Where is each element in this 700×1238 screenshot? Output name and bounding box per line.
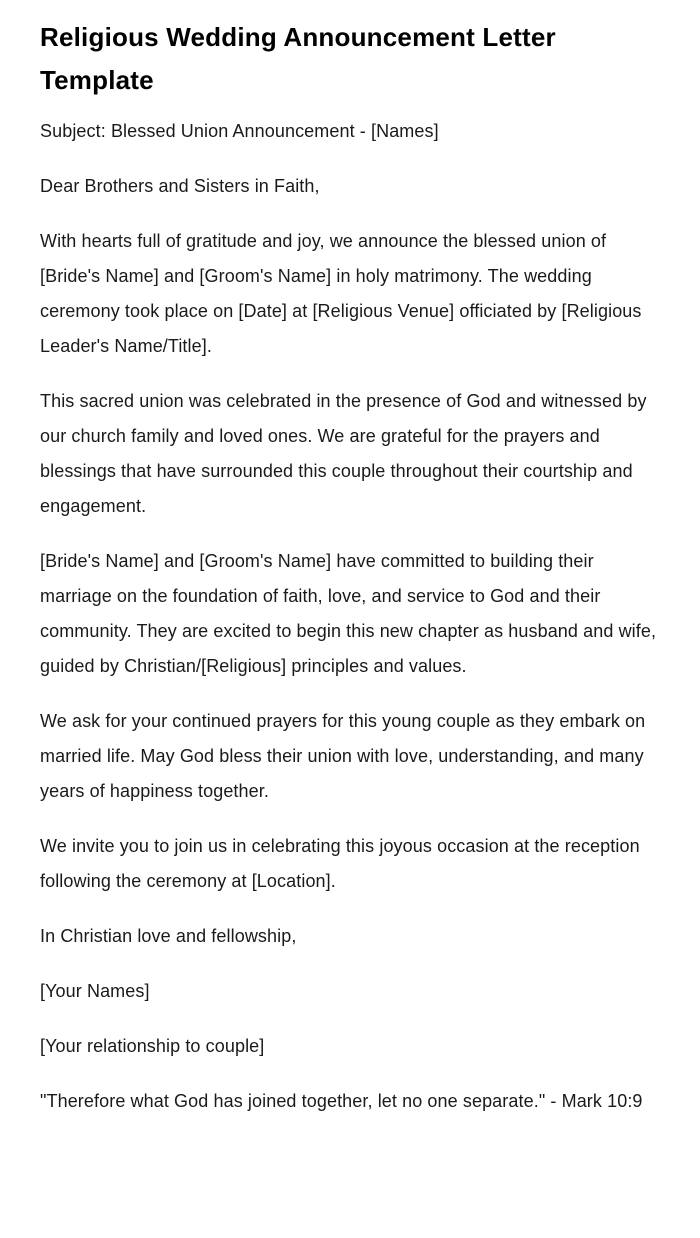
closing-line: In Christian love and fellowship,	[40, 926, 297, 946]
subject-line: Subject: Blessed Union Announcement - [Names]	[40, 121, 439, 141]
body-paragraph-celebration: This sacred union was celebrated in the presence of God and witnessed by our church family and loved ones. We are grateful for the prayers and blessings that have surrounded this couple throughout their courtship and engagement.	[40, 391, 647, 516]
scripture-quote: "Therefore what God has joined together, let no one separate." - Mark 10:9	[40, 1091, 643, 1111]
body-paragraph-prayers: We ask for your continued prayers for this young couple as they embark on married life. May God bless their union with love, understanding, and many years of happiness together.	[40, 711, 646, 801]
body-paragraph-announcement: With hearts full of gratitude and joy, we announce the blessed union of [Bride's Name] and [Groom's Name] in holy matrimony. The wedding ceremony took place on [Date] at [Religious Venue] officiated by [Religious Leader's Name/Title].	[40, 231, 642, 356]
signature-relationship: [Your relationship to couple]	[40, 1036, 265, 1056]
page-title: Religious Wedding Announcement Letter Template	[40, 22, 556, 95]
body-paragraph-invitation: We invite you to join us in celebrating this joyous occasion at the reception following the ceremony at [Location].	[40, 836, 640, 891]
body-paragraph-commitment: [Bride's Name] and [Groom's Name] have committed to building their marriage on the foundation of faith, love, and service to God and their community. They are excited to begin this new chapter as husband and wife, guided by Christian/[Religious] principles and values.	[40, 551, 657, 676]
salutation: Dear Brothers and Sisters in Faith,	[40, 176, 320, 196]
signature-names: [Your Names]	[40, 981, 150, 1001]
